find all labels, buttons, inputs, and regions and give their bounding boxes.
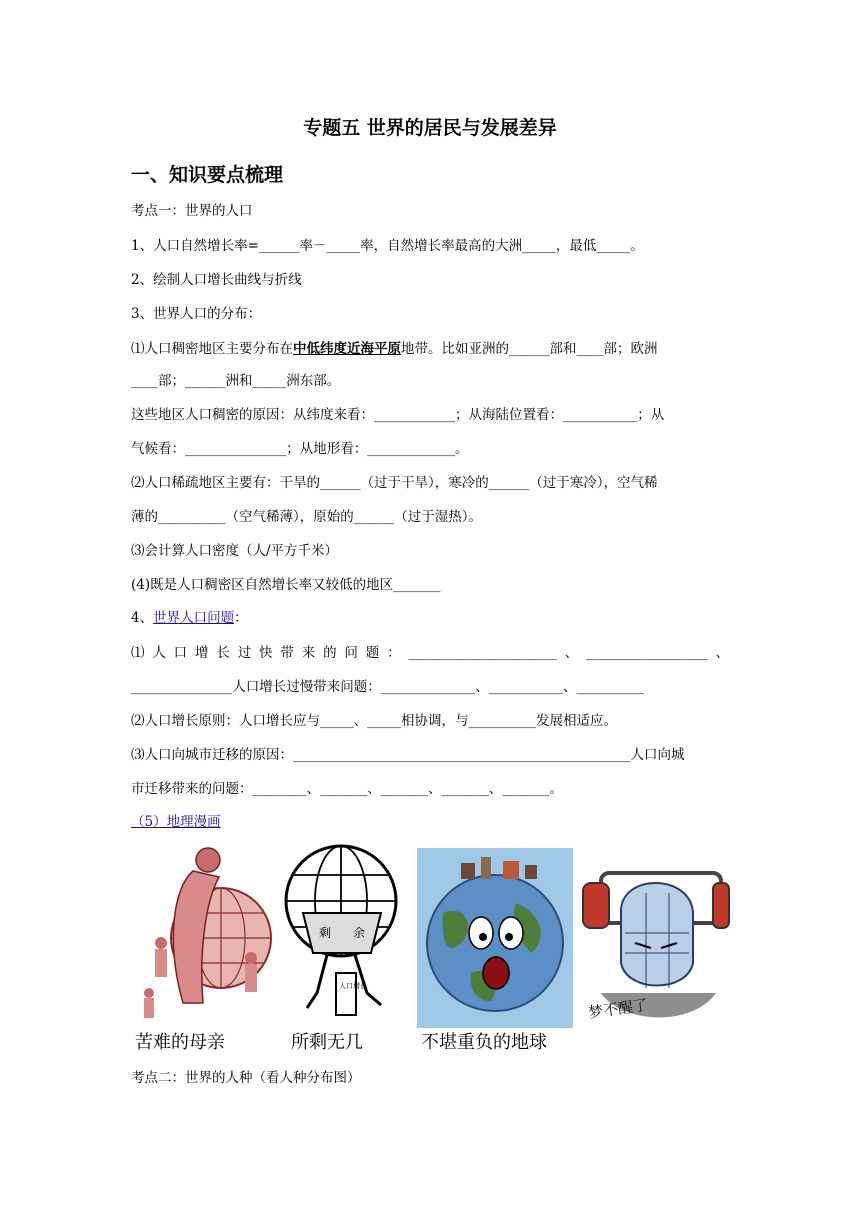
caption-2: 所剩无几 (291, 1032, 363, 1053)
line-2: 2、绘制人口增长曲线与折线 (131, 272, 302, 288)
cartoon-suffering-mother (135, 848, 271, 1053)
line-4 (131, 339, 658, 359)
kp2-heading: 考点二：世界的人种（看人种分布图） (131, 1070, 361, 1086)
line-1: 1、人口自然增长率=______率－_____率，自然增长率最高的大洲_____，最低_____。 (131, 238, 644, 254)
line-7: 气候看：_______________；从地形看：_____________。 (131, 441, 469, 457)
line-8: ⑵人口稀疏地区主要有：干旱的______（过于干旱），寒冷的______（过于寒冷），空气稀 (131, 475, 658, 491)
kp1-heading: 考点一：世界的人口 (131, 203, 253, 219)
bold-underlined-term: 中低纬度近海平原 (293, 341, 401, 357)
line-10: ⑶会计算人口密度（人/平方千米） (131, 543, 339, 559)
line-5: ____部；______洲和_____洲东部。 (131, 373, 341, 389)
doc-title: 专题五 世界的居民与发展差异 (303, 117, 557, 139)
geography-cartoons (131, 843, 731, 1055)
cartoon-fourth (583, 873, 729, 1022)
line-15: ⑵人口增长原则：人口增长应与_____、_____相协调，与__________发展相适应。 (131, 713, 617, 729)
caption-1: 苦难的母亲 (135, 1032, 225, 1053)
comic2-label-3: 人口增长 (339, 982, 367, 990)
line-14: _______________人口增长过慢带来问题：______________、___________、__________ (131, 679, 644, 695)
line-9: 薄的__________（空气稀薄），原始的______（过于湿热）。 (131, 509, 482, 525)
line-16: ⑶人口向城市迁移的原因：__________________________________________________人口向城 (131, 747, 685, 763)
comic2-label-1: 剩 (319, 926, 332, 940)
line-4-suffix: 地带。比如亚洲的______部和____部；欧洲 (401, 341, 658, 357)
line-11: (4)既是人口稠密区自然增长率又较低的地区_______ (131, 577, 441, 593)
line-17: 市迁移带来的问题：________、_______、_______、_______、_______。 (131, 781, 563, 797)
line-12-prefix: 4、 (131, 610, 154, 626)
comic4-text: 梦不醒了 (587, 995, 649, 1022)
line-4-prefix: ⑴人口稠密地区主要分布在 (131, 341, 293, 357)
line-18 (131, 812, 221, 832)
line-12 (131, 608, 248, 628)
line-12-suffix: ： (234, 610, 248, 626)
cartoon-little-left (286, 846, 396, 1053)
line-3: 3、世界人口的分布： (131, 306, 262, 322)
line-6: 这些地区人口稠密的原因：从纬度来看：____________；从海陆位置看：___________；从 (131, 407, 665, 423)
line-13: ⑴人口增长过快带来的问题：______________________、__________________、 (131, 645, 729, 661)
comic2-label-2: 余 (353, 926, 366, 940)
section-heading: 一、知识要点梳理 (131, 164, 284, 186)
cartoon-overburdened-earth (417, 848, 573, 1053)
caption-3: 不堪重负的地球 (421, 1032, 547, 1053)
world-population-link[interactable]: 世界人口问题 (153, 610, 235, 626)
geo-cartoon-link[interactable]: （5）地理漫画 (131, 814, 221, 830)
